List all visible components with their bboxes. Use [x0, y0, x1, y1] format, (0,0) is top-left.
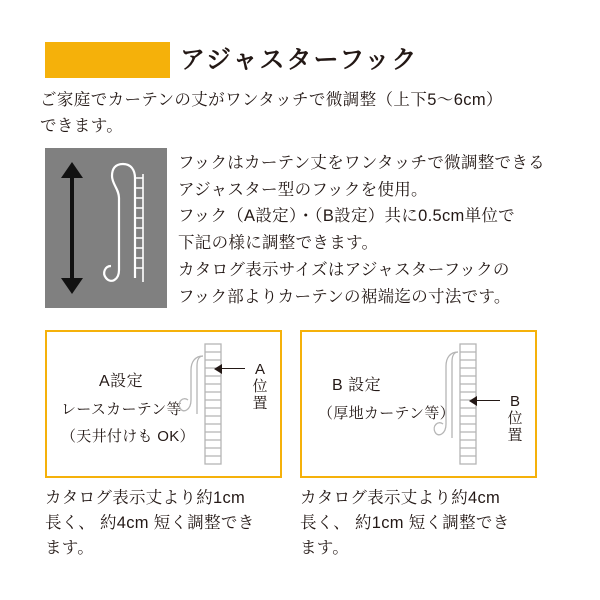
adjuster-hook-illustration-icon — [93, 158, 155, 298]
title-bar — [45, 42, 555, 78]
bottom-strip — [0, 594, 600, 600]
arrow-down-icon — [61, 278, 83, 294]
vertical-double-arrow-icon — [59, 162, 85, 294]
caption-b-line-1: カタログ表示丈より約4cm — [300, 489, 501, 507]
middle-description — [178, 150, 573, 310]
middle-line-4: 下記の様に調整できます。 — [178, 234, 379, 253]
middle-line-3: フック（A設定）・（B設定）共に0.5cm単位で — [178, 207, 515, 226]
setting-box-a — [45, 330, 282, 478]
box-a-sub-label-2: （天井付けも OK） — [61, 428, 195, 445]
box-b-position-arrow-icon — [476, 400, 500, 401]
box-b-setting-label: B 設定 — [332, 377, 382, 394]
box-a-sub-label: レースカーテン等 — [61, 401, 182, 418]
box-b-sub-label: （厚地カーテン等） — [318, 405, 455, 422]
caption-b-line-2: 長く、 約1cm 短く調整でき — [300, 513, 510, 532]
box-a-position-label: A位置 — [252, 361, 268, 412]
intro-line-1: ご家庭でカーテンの丈がワンタッチで微調整（上下5〜6cm） — [40, 91, 503, 109]
middle-line-5: カタログ表示サイズはアジャスターフックの — [178, 260, 510, 279]
box-a-position-arrow-icon — [221, 368, 245, 369]
caption-b-line-3: ます。 — [300, 538, 350, 557]
caption-a-line-2: 長く、 約4cm 短く調整でき — [45, 513, 255, 532]
box-b-position-label: B位置 — [507, 393, 523, 444]
caption-a-line-1: カタログ表示丈より約1cm — [45, 489, 246, 507]
box-a-hook-diagram-icon — [175, 340, 237, 472]
caption-a — [45, 486, 295, 560]
caption-b — [300, 486, 550, 560]
middle-line-1: フックはカーテン丈をワンタッチで微調整できる — [178, 154, 545, 172]
middle-line-2: アジャスター型のフックを使用。 — [178, 180, 428, 199]
hook-photo — [45, 148, 167, 308]
caption-a-line-3: ます。 — [45, 538, 95, 557]
intro-paragraph — [40, 88, 570, 139]
middle-line-6: フック部よりカーテンの裾端迄の寸法です。 — [178, 287, 511, 306]
intro-line-2: できます。 — [40, 116, 124, 135]
page-title: アジャスターフック — [180, 46, 419, 74]
box-b-hook-diagram-icon — [430, 340, 492, 472]
setting-box-b — [300, 330, 537, 478]
arrow-shaft — [70, 176, 74, 280]
box-a-setting-label: A設定 — [99, 373, 144, 390]
